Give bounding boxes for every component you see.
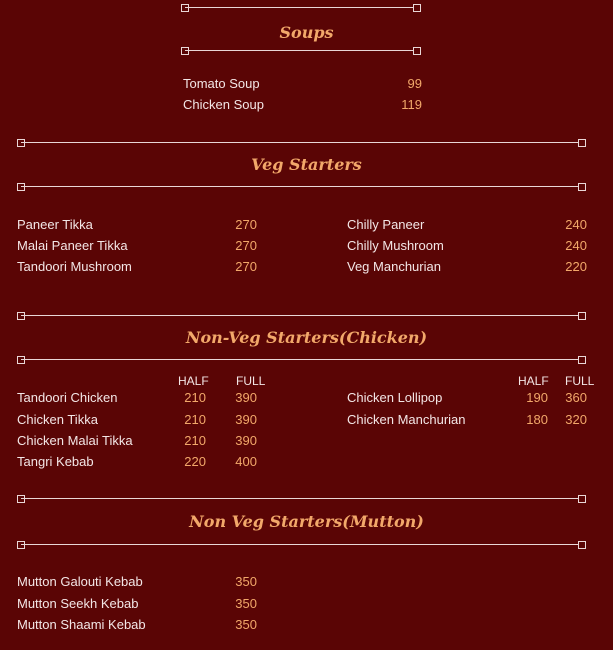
menu-item-price: 270 bbox=[235, 238, 257, 253]
menu-item-price: 270 bbox=[235, 217, 257, 232]
column-header-full: FULL bbox=[236, 374, 266, 388]
menu-item-full-price: 360 bbox=[565, 390, 587, 405]
menu-item-price: 350 bbox=[235, 574, 257, 589]
menu-item-full-price: 390 bbox=[235, 412, 257, 427]
menu-item-name: Chicken Manchurian bbox=[347, 412, 466, 427]
column-header-half: HALF bbox=[178, 374, 209, 388]
menu-item-price: 270 bbox=[235, 259, 257, 274]
menu-item-half-price: 220 bbox=[184, 454, 206, 469]
menu-item-price: 350 bbox=[235, 617, 257, 632]
menu-item-full-price: 390 bbox=[235, 390, 257, 405]
veg-starters-heading: Veg Starters bbox=[251, 155, 362, 174]
menu-item-half-price: 190 bbox=[526, 390, 548, 405]
veg-starters-top-divider bbox=[17, 139, 586, 147]
menu-item-half-price: 210 bbox=[184, 412, 206, 427]
menu-item-name: Chilly Paneer bbox=[347, 217, 425, 232]
menu-item-full-price: 400 bbox=[235, 454, 257, 469]
menu-item-name: Chilly Mushroom bbox=[347, 238, 444, 253]
menu-item-name: Mutton Seekh Kebab bbox=[17, 596, 139, 611]
chicken-starters-bottom-divider bbox=[17, 356, 586, 364]
menu-item-price: 99 bbox=[407, 76, 422, 91]
chicken-starters-heading: Non-Veg Starters(Chicken) bbox=[185, 328, 428, 347]
menu-item-name: Veg Manchurian bbox=[347, 259, 441, 274]
column-header-full: FULL bbox=[565, 374, 595, 388]
menu-item-price: 240 bbox=[565, 238, 587, 253]
mutton-starters-top-divider bbox=[17, 495, 586, 503]
veg-starters-bottom-divider bbox=[17, 183, 586, 191]
menu-item-half-price: 210 bbox=[184, 433, 206, 448]
menu-item-name: Chicken Lollipop bbox=[347, 390, 443, 405]
menu-item-name: Tomato Soup bbox=[183, 76, 260, 91]
menu-item-half-price: 180 bbox=[526, 412, 548, 427]
menu-item-name: Tandoori Mushroom bbox=[17, 259, 132, 274]
soups-top-divider bbox=[181, 4, 421, 12]
menu-item-full-price: 390 bbox=[235, 433, 257, 448]
menu-item-name: Chicken Tikka bbox=[17, 412, 98, 427]
menu-item-price: 240 bbox=[565, 217, 587, 232]
menu-item-name: Mutton Shaami Kebab bbox=[17, 617, 146, 632]
menu-item-name: Mutton Galouti Kebab bbox=[17, 574, 143, 589]
menu-item-full-price: 320 bbox=[565, 412, 587, 427]
soups-heading: Soups bbox=[279, 23, 334, 42]
soups-bottom-divider bbox=[181, 47, 421, 55]
menu-item-name: Chicken Malai Tikka bbox=[17, 433, 133, 448]
menu-item-name: Paneer Tikka bbox=[17, 217, 93, 232]
column-header-half: HALF bbox=[518, 374, 549, 388]
menu-item-name: Malai Paneer Tikka bbox=[17, 238, 128, 253]
menu-item-price: 220 bbox=[565, 259, 587, 274]
menu-item-name: Tandoori Chicken bbox=[17, 390, 118, 405]
menu-item-price: 350 bbox=[235, 596, 257, 611]
menu-item-half-price: 210 bbox=[184, 390, 206, 405]
mutton-starters-bottom-divider bbox=[17, 541, 586, 549]
menu-item-name: Tangri Kebab bbox=[17, 454, 94, 469]
chicken-starters-top-divider bbox=[17, 312, 586, 320]
mutton-starters-heading: Non Veg Starters(Mutton) bbox=[189, 512, 424, 531]
menu-item-price: 119 bbox=[401, 97, 422, 112]
menu-item-name: Chicken Soup bbox=[183, 97, 264, 112]
